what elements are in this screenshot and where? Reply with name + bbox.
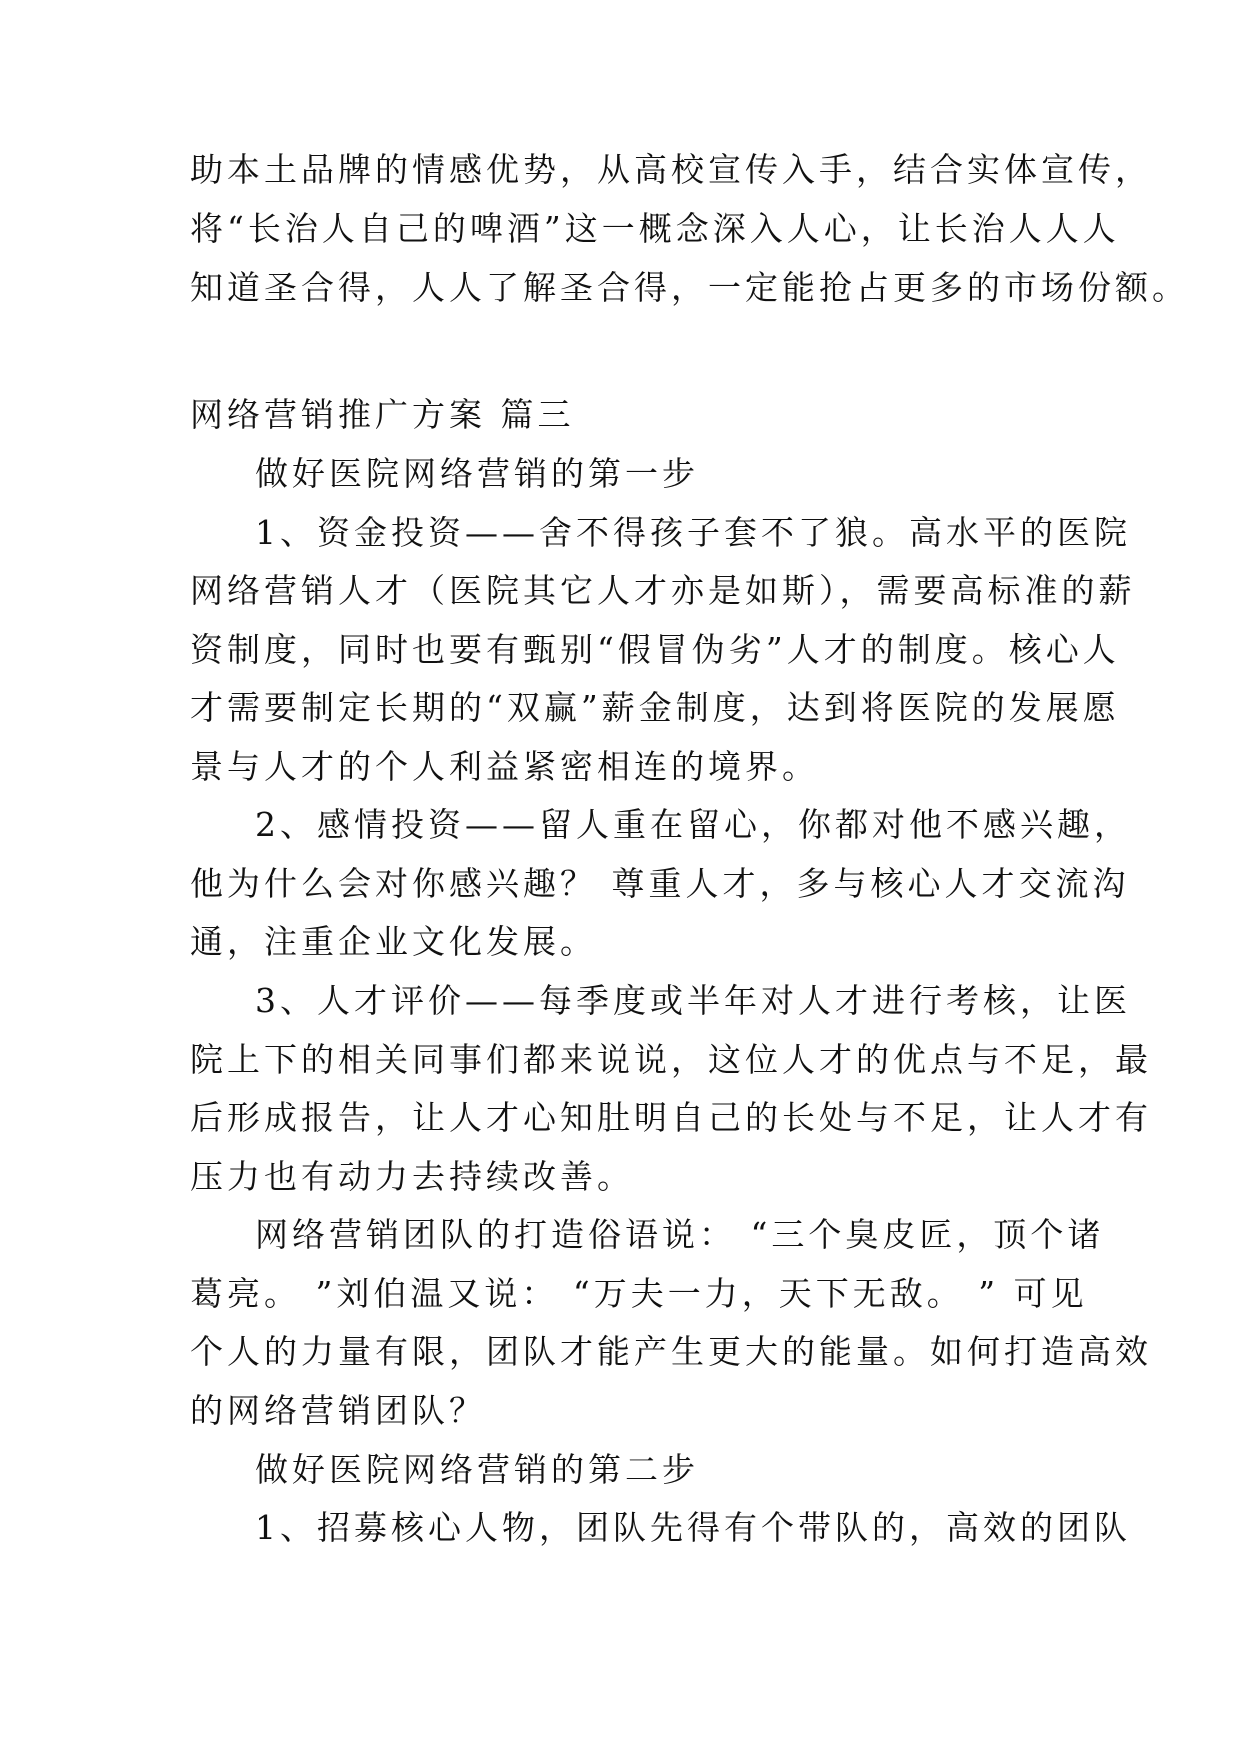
text-line: 网络营销团队的打造俗语说： “三个臭皮匠，顶个诸 [255,1215,1105,1254]
text-line: 葛亮。 ”刘伯温又说： “万夫一力，天下无敌。 ” 可见 [190,1274,1088,1313]
text-line: 通，注重企业文化发展。 [190,922,597,961]
subsection-heading: 做好医院网络营销的第一步 [255,454,699,493]
text-line: 网络营销人才（医院其它人才亦是如斯），需要高标准的薪 [190,571,1136,610]
text-line: 资制度，同时也要有甄别“假冒伪劣”人才的制度。核心人 [190,630,1120,669]
text-line: 个人的力量有限，团队才能产生更大的能量。如何打造高效 [190,1332,1152,1371]
section-heading: 网络营销推广方案 篇三 [190,395,575,434]
text-line: 将“长治人自己的啤酒”这一概念深入人心，让长治人人人 [190,209,1120,248]
text-line: 2、感情投资——留人重在留心，你都对他不感兴趣， [255,805,1131,844]
text-line: 知道圣合得，人人了解圣合得，一定能抢占更多的市场份额。 [190,268,1189,307]
text-line: 的网络营销团队？ [190,1391,486,1430]
text-line: 1、招募核心人物，团队先得有个带队的，高效的团队 [255,1508,1131,1547]
text-line: 3、人才评价——每季度或半年对人才进行考核，让医 [255,981,1131,1020]
text-line: 院上下的相关同事们都来说说，这位人才的优点与不足，最 [190,1040,1152,1079]
text-line: 后形成报告，让人才心知肚明自己的长处与不足，让人才有 [190,1098,1152,1137]
text-line: 助本土品牌的情感优势，从高校宣传入手，结合实体宣传， [190,150,1152,189]
text-line: 他为什么会对你感兴趣？ 尊重人才，多与核心人才交流沟 [190,864,1130,903]
subsection-heading: 做好医院网络营销的第二步 [255,1450,699,1489]
text-line: 才需要制定长期的“双赢”薪金制度，达到将医院的发展愿 [190,688,1120,727]
text-line: 景与人才的个人利益紧密相连的境界。 [190,747,819,786]
text-line: 压力也有动力去持续改善。 [190,1157,634,1196]
text-line: 1、资金投资——舍不得孩子套不了狼。高水平的医院 [255,513,1131,552]
